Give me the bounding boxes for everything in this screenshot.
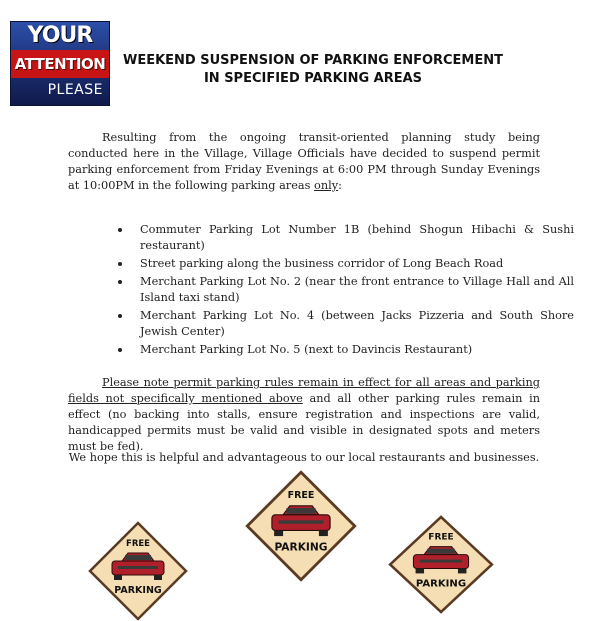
parking-areas-list	[106, 222, 574, 360]
sign-top-word: FREE	[126, 539, 150, 549]
list-item: Merchant Parking Lot No. 5 (next to Davincis Restaurant)	[140, 342, 574, 358]
note-underlined: Please note permit parking rules remain in effect for all areas and parking fields not specifically mentioned above	[68, 376, 540, 405]
title-line-2: IN SPECIFIED PARKING AREAS	[203, 71, 423, 86]
sign-top-word: FREE	[428, 532, 454, 543]
intro-paragraph	[68, 130, 540, 194]
free-parking-sign-left	[88, 521, 188, 621]
attention-logo	[10, 21, 110, 106]
title-line-1: WEEKEND SUSPENSION OF PARKING ENFORCEMENT	[122, 53, 503, 68]
list-item: Merchant Parking Lot No. 2 (near the front entrance to Village Hall and All Island taxi stand)	[140, 275, 574, 304]
intro-text: Resulting from the ongoing transit-oriented planning study being conducted here in the Village, Village Officials have decided to suspend permit parking enforcement from Friday Evenings at 6:00 PM through Sunday Evenings at 10:00PM in the following parking areas	[68, 131, 540, 192]
sign-top-word: FREE	[287, 490, 315, 501]
sign-bottom-word: PARKING	[415, 578, 467, 590]
note-paragraph	[68, 375, 540, 455]
note-rest: and all other parking rules remain in effect (no backing into stalls, ensure registration and inspections are valid, handicapped permits must be valid and visible in designated spots and meters must be fed).	[68, 392, 540, 453]
sign-bottom-word: PARKING	[274, 540, 328, 554]
intro-emphasis: only	[314, 179, 339, 192]
list-item: Commuter Parking Lot Number 1B (behind Shogun Hibachi & Sushi restaurant)	[140, 223, 574, 252]
logo-line-attention: ATTENTION	[11, 50, 109, 78]
closing-paragraph: We hope this is helpful and advantageous to our local restaurants and businesses.	[68, 451, 540, 464]
notice-title	[108, 52, 518, 88]
list-item: Street parking along the business corridor of Long Beach Road	[140, 256, 574, 272]
logo-line-your: YOUR	[27, 23, 93, 48]
intro-end: :	[338, 179, 342, 192]
sign-bottom-word: PARKING	[114, 585, 162, 596]
free-parking-sign-center	[245, 470, 357, 582]
list-item: Merchant Parking Lot No. 4 (between Jacks Pizzeria and South Shore Jewish Center)	[140, 309, 574, 338]
logo-line-please: PLEASE	[47, 82, 103, 98]
free-parking-sign-right	[388, 515, 494, 614]
